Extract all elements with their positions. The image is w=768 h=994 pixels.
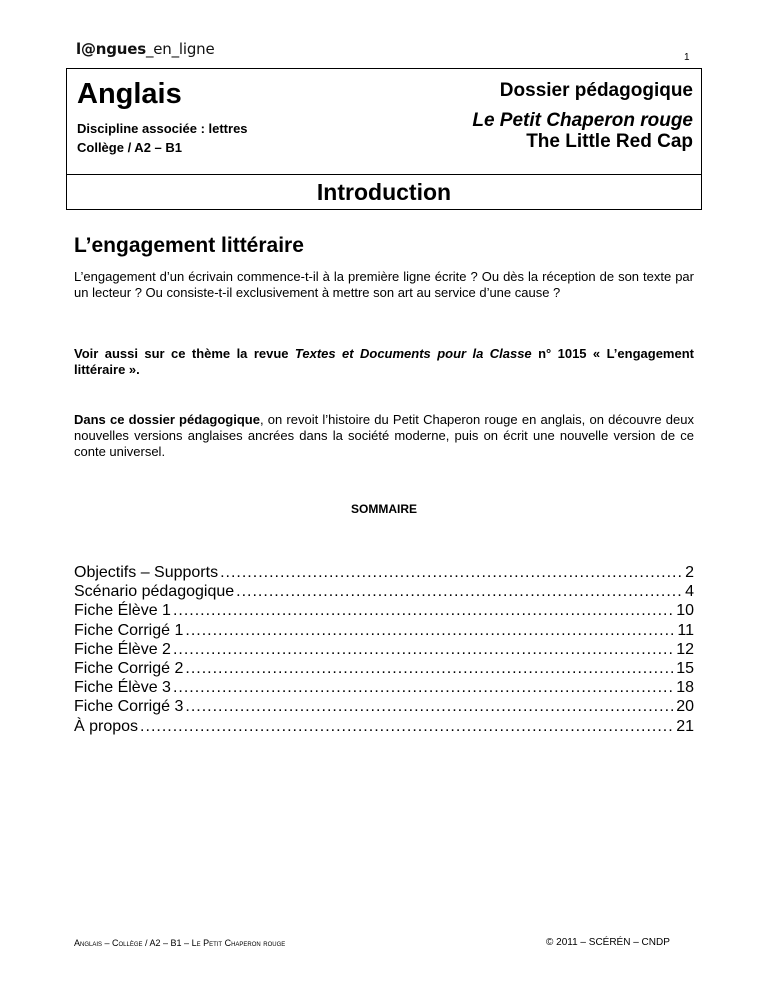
toc-leader-dots	[185, 697, 674, 716]
toc-item-page: 15	[676, 659, 694, 677]
toc-item-page: 12	[676, 640, 694, 658]
section-title: Introduction	[316, 179, 452, 205]
toc-item-label: Fiche Élève 2	[74, 640, 171, 658]
page-number: 1	[684, 52, 690, 63]
toc-leader-dots	[173, 640, 674, 659]
toc-item[interactable]	[74, 697, 694, 716]
toc-item-page: 21	[676, 717, 694, 735]
toc-item-label: Fiche Corrigé 1	[74, 621, 184, 639]
level-label: Collège / A2 – B1	[77, 140, 182, 155]
subject-title: Anglais	[77, 78, 182, 110]
toc-item-label: Fiche Élève 3	[74, 679, 171, 697]
toc-item-label: Objectifs – Supports	[74, 564, 219, 581]
title-french: Le Petit Chaperon rouge	[472, 110, 693, 131]
title-box	[66, 68, 702, 210]
toc-item[interactable]	[74, 659, 694, 678]
paragraph-dossier: Dans ce dossier pédagogique, on revoit l’histoire du Petit Chaperon rouge en anglais, on découvre deux nouvelles versions anglaises ancrées dans la société moderne, puis on écrit une nouvelle version de ce conte universel.	[74, 412, 694, 459]
toc-item[interactable]	[74, 678, 694, 697]
toc-leader-dots	[185, 621, 675, 640]
toc-item-label: Fiche Corrigé 2	[74, 659, 184, 677]
toc-item-page: 20	[676, 698, 694, 716]
toc-item-label: Fiche Élève 1	[74, 602, 171, 620]
toc-item[interactable]	[74, 640, 694, 659]
toc-leader-dots	[236, 582, 683, 601]
dossier-label: Dossier pédagogique	[499, 80, 693, 101]
toc-item[interactable]	[74, 601, 694, 620]
toc-leader-dots	[140, 717, 674, 736]
journal-title: Textes et Documents pour la Classe	[294, 346, 532, 361]
discipline-label: Discipline associée : lettres	[77, 121, 248, 136]
toc-item-page: 10	[676, 602, 694, 620]
toc-leader-dots	[185, 659, 674, 678]
title-english: The Little Red Cap	[526, 131, 693, 152]
table-of-contents	[74, 563, 694, 736]
header-divider	[67, 174, 701, 175]
paragraph-see-also: Voir aussi sur ce thème la revue Textes et Documents pour la Classe n° 1015 « L’engagement littéraire ».	[74, 346, 694, 377]
toc-item-label: Fiche Corrigé 3	[74, 698, 184, 716]
toc-leader-dots	[173, 601, 674, 620]
toc-item[interactable]	[74, 621, 694, 640]
toc-item-page: 4	[685, 583, 694, 601]
toc-leader-dots	[220, 563, 683, 582]
toc-item[interactable]	[74, 717, 694, 736]
heading: L’engagement littéraire	[74, 234, 304, 257]
toc-item-page: 2	[685, 564, 694, 581]
footer-right: © 2011 – SCÉRÉN – CNDP	[546, 937, 670, 948]
paragraph-intro: L’engagement d’un écrivain commence-t-il à la première ligne écrite ? Ou dès la réception de son texte par un lecteur ? Ou consiste-t-il exclusivement à mettre son art au service d’une cause ?	[74, 269, 694, 300]
toc-item-label: Scénario pédagogique	[74, 583, 235, 601]
toc-item[interactable]	[74, 563, 694, 582]
toc-item-label: À propos	[74, 717, 139, 735]
toc-leader-dots	[173, 678, 674, 697]
toc-item[interactable]	[74, 582, 694, 601]
sommaire-title: SOMMAIRE	[351, 502, 417, 516]
footer-left: Anglais – Collège / A2 – B1 – Le Petit Chaperon rouge	[74, 938, 286, 948]
toc-item-page: 18	[676, 679, 694, 697]
logo: l@ngues_en_ligne	[76, 40, 215, 58]
toc-item-page: 11	[677, 621, 694, 639]
